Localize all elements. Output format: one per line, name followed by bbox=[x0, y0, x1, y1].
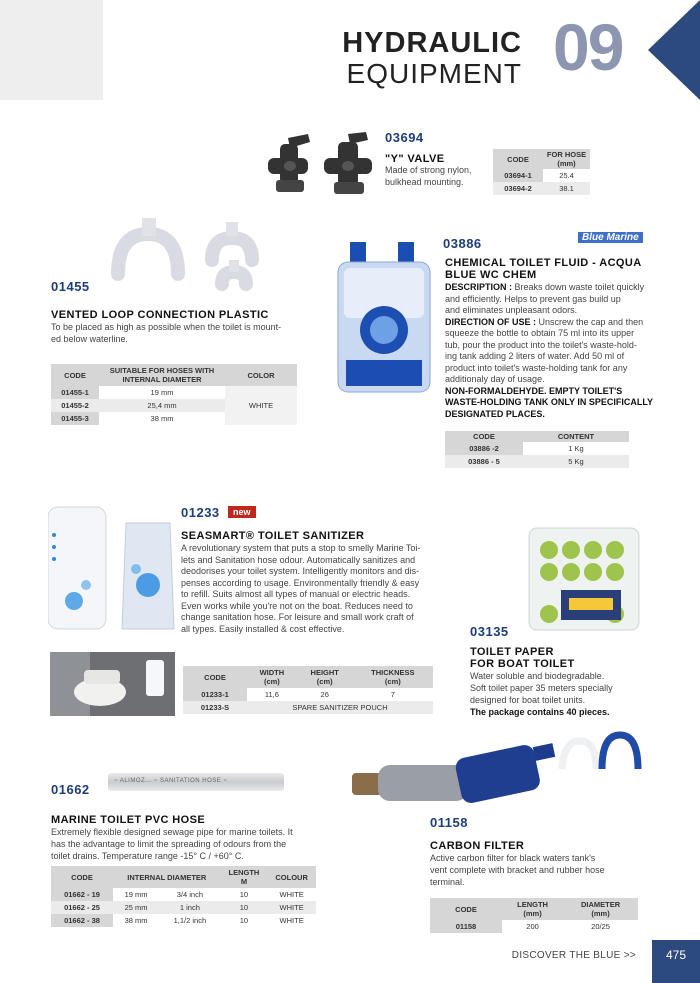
table-cell: 38 mm bbox=[124, 916, 148, 925]
product-desc-01455-line2: ed below waterline. bbox=[51, 334, 129, 344]
table-cell: 20/25 bbox=[591, 922, 610, 931]
desc-line bbox=[445, 386, 655, 398]
table-cell: SPARE SANITIZER POUCH bbox=[247, 701, 433, 714]
desc-line-bold: DESCRIPTION : bbox=[445, 282, 513, 292]
page-number: 475 bbox=[652, 940, 700, 983]
th-diameter: DIAMETER (mm) bbox=[563, 898, 638, 920]
product-desc-01158-line2: vent complete with bracket and rubber hose bbox=[430, 865, 605, 875]
th-for-hose: FOR HOSE (mm) bbox=[543, 149, 590, 169]
th-code: CODE bbox=[430, 898, 502, 920]
table-cell: 10 bbox=[239, 890, 249, 899]
desc-line: all types. Easily installed & cost effective. bbox=[181, 623, 345, 634]
product-desc-03135-line2: Soft toilet paper 35 meters specially bbox=[470, 683, 613, 693]
chemical-bottle-image bbox=[330, 238, 440, 398]
product-title-01455: VENTED LOOP CONNECTION PLASTIC bbox=[51, 309, 269, 321]
toilet-paper-pack-image bbox=[525, 520, 645, 635]
pvc-hose-image bbox=[108, 773, 284, 791]
desc-line bbox=[445, 409, 655, 421]
table-cell: WHITE bbox=[279, 916, 304, 925]
table-cell: 25,4 mm bbox=[99, 399, 225, 412]
table-cell: 01662 - 25 bbox=[51, 901, 113, 914]
th-length: LENGTH M bbox=[221, 866, 268, 888]
th-width: WIDTH (cm) bbox=[247, 666, 297, 688]
product-desc-03135-line4: The package contains 40 pieces. bbox=[470, 707, 610, 717]
page-title-line2: EQUIPMENT bbox=[346, 58, 522, 89]
th-suitable: SUITABLE FOR HOSES WITH INTERNAL DIAMETER bbox=[99, 364, 225, 386]
product-code-01662: 01662 bbox=[51, 782, 90, 797]
spec-table-01455 bbox=[51, 364, 297, 425]
th-code: CODE bbox=[183, 666, 247, 688]
product-desc-01158-line1: Active carbon filter for black waters tank's bbox=[430, 853, 596, 863]
vented-loop-image bbox=[100, 212, 275, 292]
carbon-filter-image bbox=[348, 725, 648, 825]
table-cell: 19 mm bbox=[124, 890, 148, 899]
table-cell: 01233-S bbox=[183, 701, 247, 714]
table-cell: 10 bbox=[239, 916, 249, 925]
table-cell: 38.1 bbox=[543, 182, 590, 195]
product-title-03135-line2: FOR BOAT TOILET bbox=[470, 658, 575, 670]
product-desc-03694-line1: Made of strong nylon, bbox=[385, 165, 472, 175]
desc-line-text: ing tank adding 2 liters of water. Add 50 ml of bbox=[445, 351, 625, 361]
spec-table-01662 bbox=[51, 866, 316, 927]
th-length: LENGTH (mm) bbox=[502, 898, 563, 920]
spec-table-03694 bbox=[493, 149, 590, 195]
page-title-line1: HYDRAULIC bbox=[342, 27, 522, 59]
table-cell: 03886 - 5 bbox=[445, 455, 523, 468]
product-desc-03694-line2: bulkhead mounting. bbox=[385, 177, 464, 187]
y-valve-image bbox=[262, 130, 382, 200]
table-cell: 3/4 inch bbox=[176, 890, 204, 899]
product-title-03886-line1: CHEMICAL TOILET FLUID - ACQUA bbox=[445, 257, 642, 269]
desc-line-bold: DESIGNATED PLACES. bbox=[445, 408, 545, 419]
desc-line bbox=[445, 340, 655, 352]
table-cell: 1 Kg bbox=[568, 444, 584, 453]
th-height: HEIGHT (cm) bbox=[297, 666, 353, 688]
table-cell: 5 Kg bbox=[523, 455, 629, 468]
product-title-01158: CARBON FILTER bbox=[430, 840, 525, 852]
desc-line bbox=[445, 282, 655, 294]
desc-line-text: additionaly day of usage. bbox=[445, 374, 545, 384]
desc-line-text: squeeze the bottle to obtain 75 ml into its upper bbox=[445, 328, 635, 338]
hose-print-text: ~ ALIMOZ... ~ SANITATION HOSE ~ bbox=[114, 778, 228, 784]
desc-line bbox=[445, 397, 655, 409]
chapter-arrow-icon bbox=[648, 0, 700, 100]
desc-line bbox=[445, 305, 655, 317]
product-title-01662: MARINE TOILET PVC HOSE bbox=[51, 814, 206, 826]
desc-line-bold: NON-FORMALDEHYDE. EMPTY TOILET'S bbox=[445, 385, 623, 396]
desc-line bbox=[445, 328, 655, 340]
desc-line-bold: WASTE-HOLDING TANK ONLY IN SPECIFICALLY bbox=[445, 397, 654, 407]
table-cell: 1,1/2 inch bbox=[173, 916, 207, 925]
table-cell: 26 bbox=[320, 690, 329, 699]
desc-line: Even works while you're not on the boat. Reduces need to bbox=[181, 600, 413, 611]
th-code: CODE bbox=[493, 149, 543, 169]
table-cell: 200 bbox=[526, 922, 539, 931]
desc-line: penses according to usage. Environmentally friendly & easy bbox=[181, 577, 420, 588]
product-desc-01662-line2: has the advantage to limit the spreading of odours from the bbox=[51, 839, 287, 849]
desc-line: change sanitation hose. For leisure and small work craft of bbox=[181, 612, 414, 622]
spec-table-01158 bbox=[430, 898, 638, 933]
chapter-number: 09 bbox=[553, 10, 623, 84]
product-desc-01158-line3: terminal. bbox=[430, 877, 465, 887]
table-cell: 03694-1 bbox=[493, 169, 543, 182]
table-cell: 11,6 bbox=[264, 690, 279, 699]
product-desc-01662-line3: toilet drains. Temperature range -15° C / +60° C. bbox=[51, 851, 244, 861]
corner-block bbox=[0, 0, 103, 100]
desc-line bbox=[445, 374, 655, 386]
sanitizer-device-image bbox=[48, 505, 176, 635]
spec-table-01233 bbox=[183, 666, 433, 714]
desc-line-bold: DIRECTION OF USE : bbox=[445, 316, 537, 327]
th-internal-diameter: INTERNAL DIAMETER bbox=[113, 866, 221, 888]
table-cell: 25 mm bbox=[113, 901, 159, 914]
desc-line-text: Unscrew the cap and then bbox=[536, 316, 644, 327]
product-desc-01455-line1: To be placed as high as possible when the toilet is mount- bbox=[51, 322, 282, 332]
desc-line: A revolutionary system that puts a stop to smelly Marine Toi- bbox=[181, 543, 421, 553]
product-code-03886: 03886 bbox=[443, 236, 482, 251]
table-cell: 01662 - 38 bbox=[51, 914, 113, 927]
product-title-03886-line2: BLUE WC CHEM bbox=[445, 269, 537, 281]
desc-line bbox=[445, 317, 655, 329]
desc-line bbox=[445, 351, 655, 363]
product-code-03694: 03694 bbox=[385, 130, 424, 145]
table-cell: 01455-1 bbox=[51, 386, 99, 399]
product-code-03135: 03135 bbox=[470, 624, 509, 639]
footer-tagline: DISCOVER THE BLUE >> bbox=[511, 950, 636, 961]
table-cell-color: WHITE bbox=[225, 386, 297, 425]
desc-line: to refill. Suits almost all types of manual or electric heads. bbox=[181, 589, 411, 599]
th-code: CODE bbox=[51, 866, 113, 888]
new-badge: new bbox=[228, 506, 256, 518]
table-cell: 03886 -2 bbox=[445, 442, 523, 455]
th-code: CODE bbox=[51, 364, 99, 386]
table-cell: 7 bbox=[390, 690, 395, 699]
product-desc-03886 bbox=[445, 282, 655, 420]
brand-logo-blue-marine: Blue Marine bbox=[578, 232, 643, 243]
spec-table-03886 bbox=[445, 431, 629, 468]
table-cell: 03694-2 bbox=[493, 182, 543, 195]
product-code-01233: 01233 bbox=[181, 505, 220, 520]
table-cell: WHITE bbox=[267, 901, 316, 914]
th-colour: COLOUR bbox=[267, 866, 316, 888]
desc-line-text: tub, pour the product into the toilet's waste-hold- bbox=[445, 339, 637, 350]
product-title-03135-line1: TOILET PAPER bbox=[470, 646, 554, 658]
table-cell: 01455-2 bbox=[51, 399, 99, 412]
desc-line: deodorises your toilet system. Intelligently monitors and dis- bbox=[181, 566, 420, 576]
table-cell: 01455-3 bbox=[51, 412, 99, 425]
desc-line-text: Breaks down waste toilet quickly bbox=[512, 282, 645, 292]
product-desc-03135-line3: designed for boat toilet units. bbox=[470, 695, 586, 705]
desc-line-text: and eliminates unpleasant odors. bbox=[445, 305, 578, 315]
th-color: COLOR bbox=[225, 364, 297, 386]
product-code-01455: 01455 bbox=[51, 279, 90, 294]
table-cell: 01233-1 bbox=[183, 688, 247, 701]
table-cell: 25.4 bbox=[559, 171, 574, 180]
table-cell: WHITE bbox=[279, 890, 304, 899]
desc-line bbox=[445, 294, 655, 306]
table-cell: 01662 - 19 bbox=[51, 888, 113, 901]
desc-line bbox=[445, 363, 655, 375]
product-desc-03135-line1: Water soluble and biodegradable. bbox=[470, 671, 605, 681]
product-title-03694: "Y" VALVE bbox=[385, 153, 445, 165]
table-cell: 19 mm bbox=[150, 388, 174, 397]
desc-line: lets and Sanitation hose odour. Automatically sanitizes and bbox=[181, 554, 416, 565]
desc-line-text: product into toilet's waste-holding tank for any bbox=[445, 362, 628, 373]
table-cell: 38 mm bbox=[150, 414, 174, 423]
table-cell: 10 bbox=[221, 901, 268, 914]
product-desc-01662-line1: Extremely flexible designed sewage pipe for marine toilets. It bbox=[51, 827, 293, 837]
installed-toilet-image bbox=[50, 652, 175, 716]
product-code-01158: 01158 bbox=[430, 815, 468, 830]
th-content: CONTENT bbox=[523, 431, 629, 442]
table-cell: 1 inch bbox=[159, 901, 220, 914]
product-title-01233: SEASMART® TOILET SANITIZER bbox=[181, 530, 365, 542]
th-thickness: THICKNESS (cm) bbox=[353, 666, 433, 688]
desc-line-text: and efficiently. Helps to prevent gas build up bbox=[445, 293, 621, 304]
table-cell: 01158 bbox=[430, 920, 502, 933]
th-code: CODE bbox=[445, 431, 523, 442]
product-desc-01233 bbox=[181, 543, 436, 635]
